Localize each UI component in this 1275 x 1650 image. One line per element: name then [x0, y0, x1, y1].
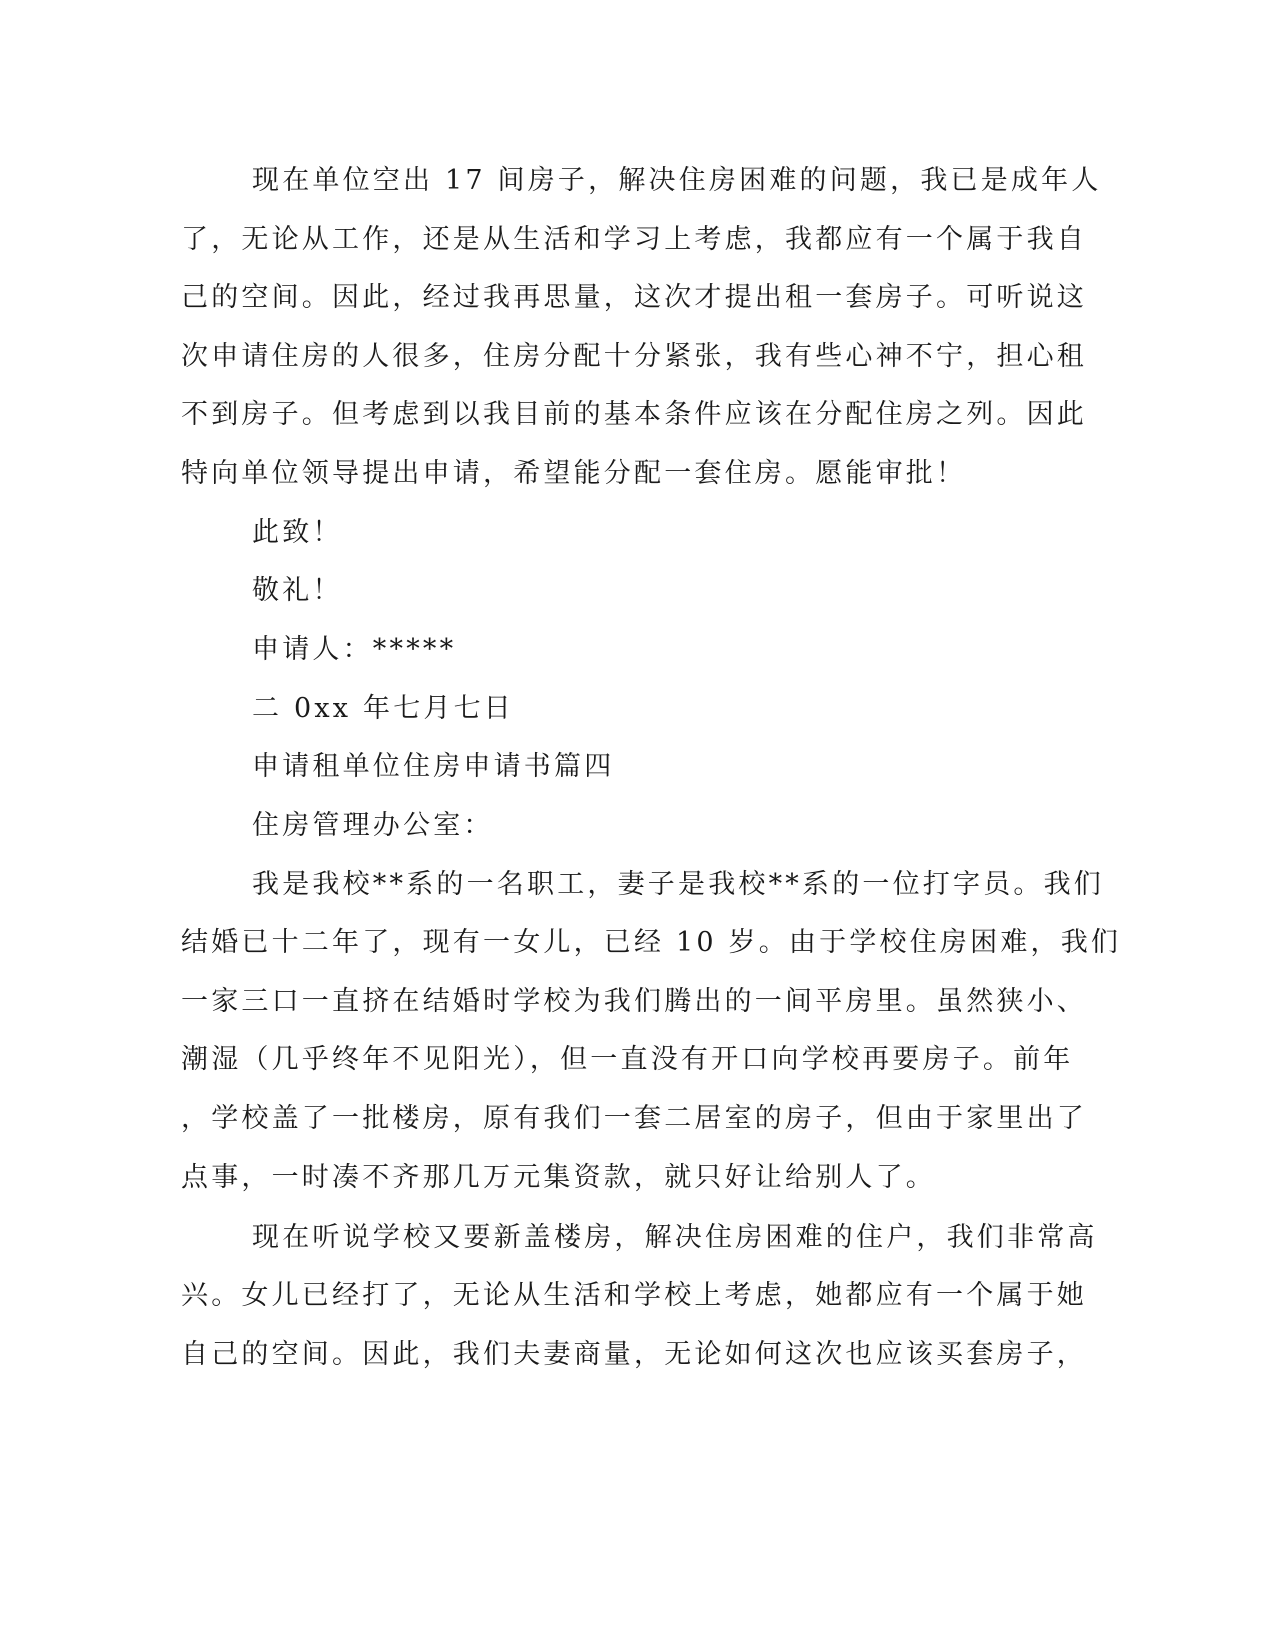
- paragraph-line: 特向单位领导提出申请，希望能分配一套住房。愿能审批！: [181, 458, 967, 489]
- addressee: 住房管理办公室：: [252, 810, 494, 841]
- paragraph-line: 自己的空间。因此，我们夫妻商量，无论如何这次也应该买套房子，: [181, 1339, 1087, 1370]
- paragraph-line: 己的空间。因此，经过我再思量，这次才提出租一套房子。可听说这: [181, 282, 1087, 313]
- paragraph-line: 不到房子。但考虑到以我目前的基本条件应该在分配住房之列。因此: [181, 399, 1087, 430]
- paragraph-line: 一家三口一直挤在结婚时学校为我们腾出的一间平房里。虽然狭小、: [181, 986, 1087, 1017]
- date-line: 二 0xx 年七月七日: [252, 693, 514, 724]
- closing-salutation: 此致！: [252, 517, 343, 548]
- paragraph-line: ，学校盖了一批楼房，原有我们一套二居室的房子，但由于家里出了: [181, 1103, 1087, 1134]
- section-title: 申请租单位住房申请书篇四: [252, 751, 615, 782]
- applicant-signature: 申请人：*****: [252, 634, 457, 665]
- paragraph-line: 次申请住房的人很多，住房分配十分紧张，我有些心神不宁，担心租: [181, 341, 1087, 372]
- paragraph-line: 潮湿（几乎终年不见阳光），但一直没有开口向学校再要房子。前年: [181, 1044, 1074, 1075]
- paragraph-line: 了，无论从工作，还是从生活和学习上考虑，我都应有一个属于我自: [181, 224, 1087, 255]
- paragraph-line: 我是我校**系的一名职工，妻子是我校**系的一位打字员。我们: [252, 869, 1104, 900]
- paragraph-line: 现在听说学校又要新盖楼房，解决住房困难的住户，我们非常高: [252, 1222, 1098, 1253]
- paragraph-line: 现在单位空出 17 间房子，解决住房困难的问题，我已是成年人: [252, 165, 1102, 196]
- closing-regards: 敬礼！: [252, 575, 343, 606]
- paragraph-line: 兴。女儿已经打了，无论从生活和学校上考虑，她都应有一个属于她: [181, 1280, 1087, 1311]
- paragraph-line: 结婚已十二年了，现有一女儿，已经 10 岁。由于学校住房困难，我们: [181, 927, 1122, 958]
- paragraph-line: 点事，一时凑不齐那几万元集资款，就只好让给别人了。: [181, 1162, 936, 1193]
